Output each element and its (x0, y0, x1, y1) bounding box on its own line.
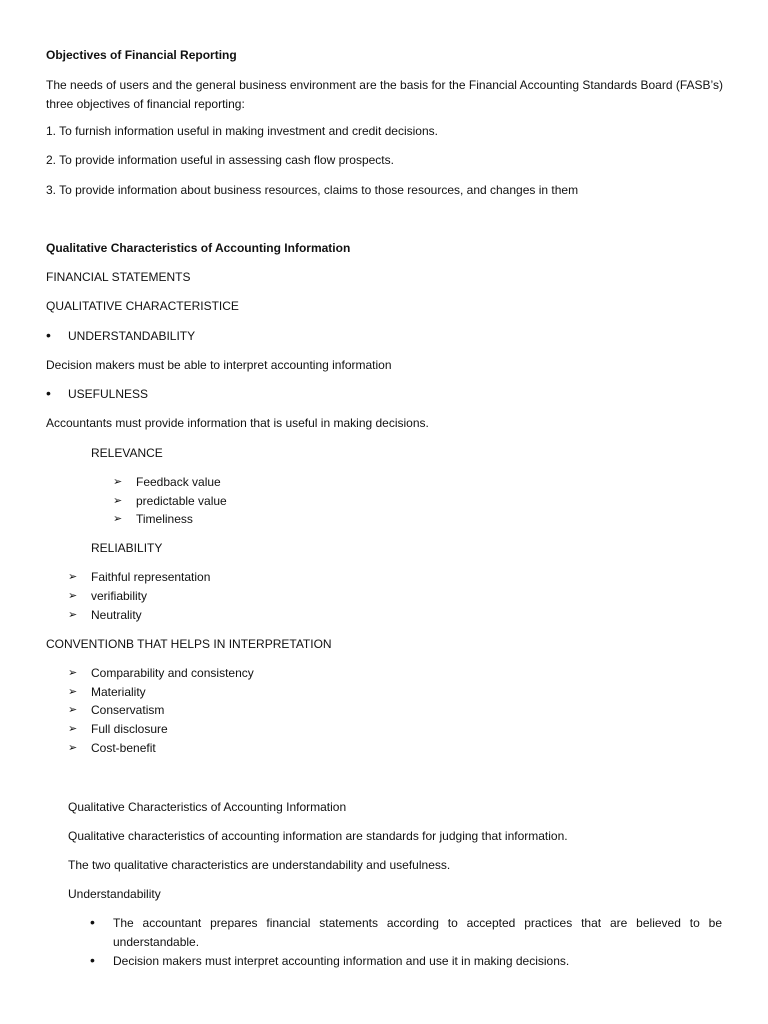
arrow-bullet-icon: ➢ (68, 667, 78, 679)
arrow-bullet-icon: ➢ (113, 476, 123, 488)
arrow-bullet-icon: ➢ (68, 704, 78, 716)
arrow-bullet-icon: ➢ (68, 742, 78, 754)
bullet-icon: • (46, 327, 51, 343)
second-heading: Qualitative Characteristics of Accounting Information (68, 800, 347, 814)
objective-item-2: 2. To provide information useful in assessing cash flow prospects. (46, 153, 394, 167)
relevance-item: Feedback value (136, 475, 221, 489)
arrow-bullet-icon: ➢ (113, 495, 123, 507)
usefulness-text: Accountants must provide information that is useful in making decisions. (46, 416, 429, 430)
objectives-intro: The needs of users and the general business environment are the basis for the Financial Accounting Standards Board (FASB’s) three objectives of financial reporting: (46, 78, 723, 111)
relevance-label: RELEVANCE (91, 446, 163, 460)
convention-item: Full disclosure (91, 722, 168, 736)
reliability-label: RELIABILITY (91, 541, 163, 555)
objective-item-3: 3. To provide information about business resources, claims to those resources, and changes in them (46, 183, 579, 197)
usefulness-label: USEFULNESS (68, 387, 149, 401)
relevance-item: predictable value (136, 494, 227, 508)
convention-item: Conservatism (91, 703, 165, 717)
financial-statements-label: FINANCIAL STATEMENTS (46, 270, 191, 284)
conventions-heading: CONVENTIONB THAT HELPS IN INTERPRETATION (46, 637, 332, 651)
arrow-bullet-icon: ➢ (68, 723, 78, 735)
bullet-icon: • (46, 385, 51, 401)
arrow-bullet-icon: ➢ (68, 590, 78, 602)
objectives-heading: Objectives of Financial Reporting (46, 48, 237, 62)
arrow-bullet-icon: ➢ (68, 609, 78, 621)
objective-item-1: 1. To furnish information useful in making investment and credit decisions. (46, 124, 438, 138)
understandability-bullet-1: The accountant prepares financial statements according to accepted practices that are believed to be understandable. (113, 916, 722, 949)
reliability-item: verifiability (91, 589, 148, 603)
bullet-icon: • (90, 952, 95, 968)
arrow-bullet-icon: ➢ (68, 571, 78, 583)
arrow-bullet-icon: ➢ (68, 686, 78, 698)
qualitative-heading: Qualitative Characteristics of Accounting Information (46, 241, 351, 255)
understandability-text: Decision makers must be able to interpret accounting information (46, 358, 392, 372)
reliability-item: Neutrality (91, 608, 142, 622)
second-paragraph-2: The two qualitative characteristics are understandability and usefulness. (68, 858, 451, 872)
reliability-item: Faithful representation (91, 570, 211, 584)
understandability-bullet-2: Decision makers must interpret accounting information and use it in making decisions. (113, 954, 570, 968)
understandability-subheading: Understandability (68, 887, 161, 901)
convention-item: Comparability and consistency (91, 666, 254, 680)
qualitative-characteristice-label: QUALITATIVE CHARACTERISTICE (46, 299, 239, 313)
arrow-bullet-icon: ➢ (113, 513, 123, 525)
relevance-item: Timeliness (136, 512, 193, 526)
second-paragraph-1: Qualitative characteristics of accounting information are standards for judging that information. (68, 829, 568, 843)
convention-item: Cost-benefit (91, 741, 156, 755)
bullet-icon: • (90, 914, 95, 930)
understandability-label: UNDERSTANDABILITY (68, 329, 196, 343)
convention-item: Materiality (91, 685, 146, 699)
